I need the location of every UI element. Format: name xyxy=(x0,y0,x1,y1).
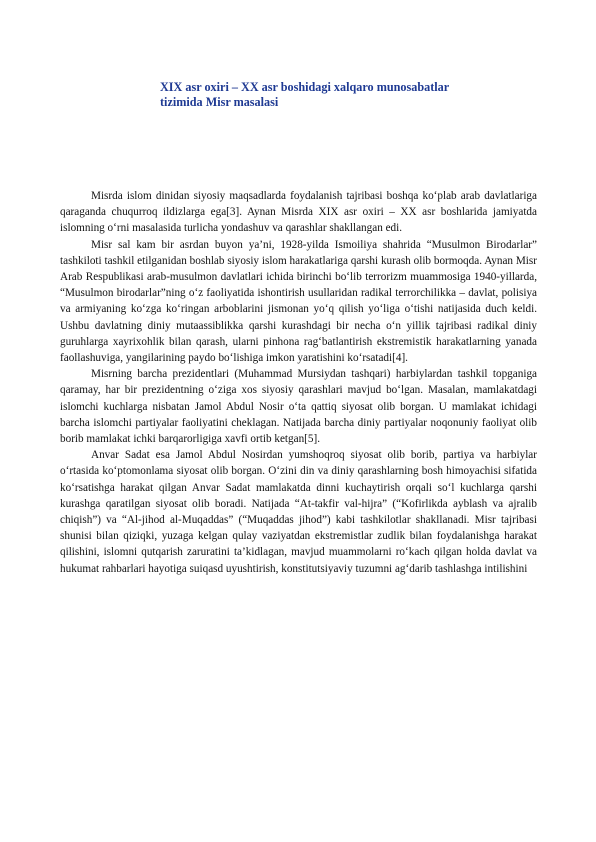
paragraph-3: Misrning barcha prezidentlari (Muhammad Mursiydan tashqari) harbiylardan tashkil topganiga qaramay, har bir prezidentning o‘ziga xos siyosiy qarashlari mavjud bo‘lgan. Masalan, mamlakatdagi islomchi kuchlarga nisbatan Jamol Abdul Nosir o‘ta qattiq siyosat olib borgan. U mamlakat ichidagi barcha islomchi partiyalar faoliyatini cheklagan. Natijada barcha diniy partiyalar noqonuniy faoliyat olib borib mamlakat ichki barqarorligiga xavfi ortib ketgan[5]. xyxy=(60,368,537,446)
title-line-2: tizimida Misr masalasi xyxy=(160,95,279,109)
paragraph-4: Anvar Sadat esa Jamol Abdul Nosirdan yumshoqroq siyosat olib borib, partiya va harbiylar o‘rtasida ko‘ptomonlama siyosat olib borgan. O‘zini din va diniy qarashlarning bosh himoyachisi sifatida ko‘rsatishga harakat qilgan Anvar Sadat mamlakatda dinni kuchaytirish orqali so‘l kuchlarga qarshi kurashga qaratilgan siyosat olib boradi. Natijada “At-takfir val-hijra” (“Kofirlikda ayblash va ajralib chiqish”) va “Al-jihod al-Muqaddas” (“Muqaddas jihod”) kabi tashkilotlar shakllanadi. Misr tajribasi shunisi bilan qiziqki, yuzaga kelgan qulay vaziyatdan ekstremistlar zudlik bilan foydalanishga harakat qilishini, islomni qutqarish zaruratini ta’kidlagan, mavjud muammolarni ro‘kach qilgan holda davlat va hukumat rahbarlari hayotiga suiqasd uyushtirish, konstitutsiyaviy tuzumni ag‘darib tashlashga intilishini xyxy=(60,449,537,575)
paragraph-2: Misr sal kam bir asrdan buyon ya’ni, 1928-yilda Ismoiliya shahrida “Musulmon Birodarlar” tashkiloti tashkil etilganidan boshlab siyosiy islom harakatlariga qarshi kurash olib bormoqda. Aynan Misr Arab Respublikasi arab-musulmon davlatlari ichida birinchi bo‘lib terrorizm muammosiga 1940-yillarda, “Musulmon birodarlar”ning o‘z faoliyatida ishontirish usullaridan radikal terrorchilikka – davlat, polisiya va armiyaning ko‘zga ko‘ringan arboblarini jismonan yo‘q qilish yo‘liga o‘tishi natijasida duch keldi. Ushbu davlatning diniy mutaassiblikka qarshi kurashdagi bir necha o‘n yillik tajribasi radikal diniy guruhlarga xayrixohlik bilan qarash, ularni pinhona rag‘batlantirish ekstremistik harakatlarning yanada faollashuviga, yangilarining paydo bo‘lishiga imkon yaratishini ko‘rsatadi[4]. xyxy=(60,238,537,365)
paragraph-1: Misrda islom dinidan siyosiy maqsadlarda foydalanish tajribasi boshqa ko‘plab arab davlatlariga qaraganda chuqurroq ildizlarga ega[3]. Aynan Misrda XIX asr oxiri – XX asr boshlarida jamiyatda islomning o‘rni masalasida turlicha yondashuv va qarashlar shakllangan edi. xyxy=(60,190,537,235)
title-line-1: XIX asr oxiri – XX asr boshidagi xalqaro munosabatlar xyxy=(160,80,450,94)
article-body xyxy=(60,188,537,577)
article-title xyxy=(160,80,540,110)
